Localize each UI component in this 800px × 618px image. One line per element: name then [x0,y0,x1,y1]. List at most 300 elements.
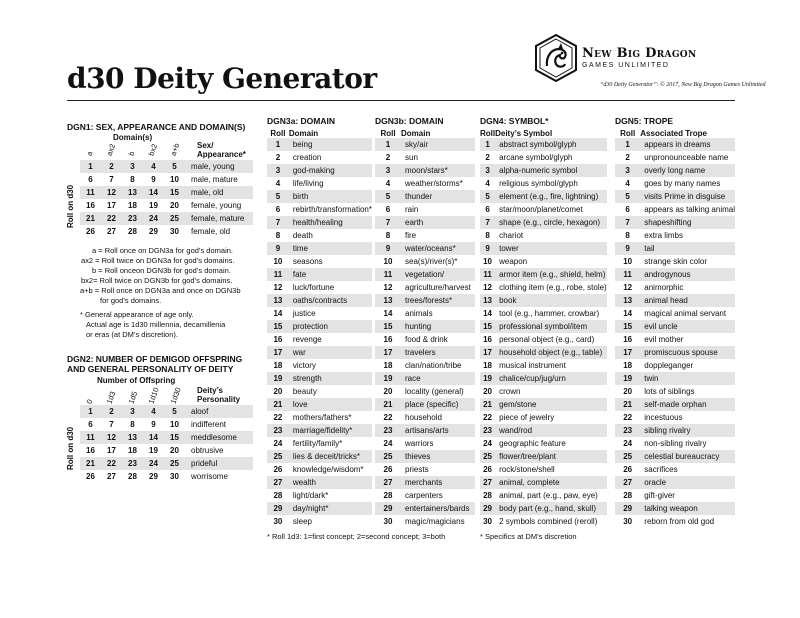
result-cell: gift-giver [644,491,675,500]
table-row [615,281,735,294]
dgn1-notes: a = Roll once on DGN3a for god’s domain. ax2 = Roll twice on DGN3a for god’s domains. b = Roll onceon DGN3b for god’s domain. bx2= Roll twice on DGN3b for god’s domains. a+b = Roll once on DGN3a and once on DGN3b for god’s domains. [80,246,241,305]
table-row [480,190,607,203]
roll-number: 28 [128,227,137,236]
table-row [80,199,253,212]
result-cell: appears as talking animal [644,205,735,214]
result-cell: thieves [401,450,475,463]
roll-number: 23 [615,424,640,437]
dgn3a-title: DGN3a: DOMAIN [267,116,336,126]
result-cell: weapon [499,257,528,266]
result-cell: female, old [191,227,231,236]
table-row [267,385,372,398]
table-row [267,437,372,450]
roll-number: 1 [375,138,401,151]
table-row [615,489,735,502]
result-cell: shape (e.g., circle, hexagon) [495,216,607,229]
roll-number: 21 [80,457,101,470]
roll-number: 12 [101,186,122,199]
result-cell: rebirth/transformation* [292,205,372,214]
result-cell: celestial bureaucracy [640,450,735,463]
table-row [480,177,607,190]
result-cell: aloof [185,405,253,418]
dgn5-section [615,116,735,528]
roll-number: 23 [375,424,401,437]
roll-header: Roll [270,128,286,138]
roll-number: 5 [267,190,289,203]
dgn1-domain-header: Domain(s) [113,133,153,142]
result-cell: twin [640,372,735,385]
trope-header: Associated Trope [640,128,707,138]
result-cell: male, old [185,186,253,199]
roll-number: 3 [615,164,640,177]
table-row [267,359,372,372]
table-row [267,372,372,385]
table-row [80,186,253,199]
roll-number: 25 [164,212,185,225]
roll-number: 27 [107,472,116,481]
result-cell: birth [289,190,372,203]
roll-number: 13 [122,186,143,199]
copyright-notice: “d30 Deity Generator”: © 2017, New Big Dragon Games Unlimited [600,82,766,88]
roll-number: 13 [375,294,401,307]
brand-name: New Big Dragon [582,46,697,61]
table-row [480,398,607,411]
roll-number: 21 [267,398,289,411]
table-row [80,444,253,457]
dgn1-title: DGN1: SEX, APPEARANCE AND DOMAIN(S) [67,122,246,132]
roll-number: 24 [383,439,393,448]
roll-number: 29 [615,502,640,515]
roll-number: 20 [483,387,492,396]
dgn4-footnote: * Specifics at DM’s discretion [480,532,577,541]
roll-number: 27 [107,227,116,236]
result-cell: tail [640,242,735,255]
roll-number: 2 [485,153,490,162]
roll-number: 3 [375,164,401,177]
roll-number: 8 [485,231,490,240]
table-row [267,203,372,216]
roll-number: 11 [615,268,640,281]
roll-number: 4 [385,179,391,188]
table-row [375,151,475,164]
dgn4-section [480,116,605,541]
table-row [480,138,607,151]
table-row [267,450,372,463]
page-title: d30 Deity Generator [67,62,377,95]
roll-number: 9 [480,242,495,255]
roll-number: 15 [164,186,185,199]
roll-number: 17 [107,201,116,210]
result-cell: clan/nation/tribe [405,361,462,370]
table-row [375,138,475,151]
table-row [375,515,475,528]
table-row [267,424,372,437]
result-cell: extra limbs [644,231,683,240]
roll-number: 9 [615,242,640,255]
table-row [375,294,475,307]
table-row [615,151,735,164]
roll-number: 25 [615,450,640,463]
roll-number: 19 [149,446,158,455]
table-row [80,225,253,238]
roll-number: 24 [143,212,164,225]
result-cell: sacrifices [644,465,678,474]
result-cell: household object (e.g., table) [495,346,607,359]
table-row [615,385,735,398]
result-cell: sleep [292,517,312,526]
table-row [80,457,253,470]
table-row [375,242,475,255]
roll-number: 22 [101,457,122,470]
result-cell: oracle [640,476,735,489]
roll-number: 5 [480,190,495,203]
dgn3b-table [375,128,475,528]
roll-number: 5 [164,405,185,418]
result-cell: evil mother [644,335,684,344]
roll-number: 23 [267,424,289,437]
result-cell: life/living [292,179,324,188]
roll-number: 7 [615,216,640,229]
table-row [375,333,475,346]
table-row [375,320,475,333]
roll-number: 30 [383,517,393,526]
table-row [480,229,607,242]
result-cell: moon/stars* [401,164,475,177]
roll-number: 10 [273,257,283,266]
roll-number: 18 [623,361,633,370]
table-row [615,411,735,424]
table-row [267,476,372,489]
roll-number: 24 [483,439,492,448]
table-row [480,411,607,424]
table-row [267,320,372,333]
roll-number: 9 [375,242,401,255]
result-cell: creation [292,153,322,162]
table-row [375,372,475,385]
result-cell: animorphic [644,283,684,292]
roll-number: 2 [625,153,630,162]
dgn2-col-head: 0 [84,398,95,405]
result-cell: locality (general) [405,387,464,396]
table-row [615,229,735,242]
roll-number: 2 [275,153,281,162]
roll-number: 30 [170,472,179,481]
roll-number: 16 [623,335,633,344]
roll-number: 27 [375,476,401,489]
dgn1-result-header: Sex/ Appearance* [197,141,246,159]
roll-number: 14 [483,309,492,318]
roll-number: 16 [273,335,283,344]
result-cell: non-sibling rivalry [644,439,707,448]
dgn1-col-head: b [126,150,137,157]
roll-number: 18 [383,361,393,370]
roll-number: 30 [170,227,179,236]
table-row [480,463,607,476]
result-cell: 2 symbols combined (reroll) [499,517,598,526]
dgn1-col-head: ax2 [104,142,118,157]
result-cell: personal object (e.g., card) [499,335,595,344]
roll-number: 19 [615,372,640,385]
roll-number: 20 [170,446,179,455]
result-cell: carpenters [405,491,443,500]
table-row [375,216,475,229]
table-row [615,333,735,346]
dragon-logo-icon [534,34,578,82]
table-row [375,203,475,216]
table-row [480,424,607,437]
result-cell: artisans/arts [401,424,475,437]
result-cell: tool (e.g., hammer, crowbar) [499,309,600,318]
result-cell: indifferent [191,420,226,429]
result-cell: trees/forests* [401,294,475,307]
roll-number: 12 [383,283,393,292]
result-cell: health/healing [289,216,372,229]
table-row [375,164,475,177]
roll-number: 10 [170,175,179,184]
roll-number: 1 [80,160,101,173]
result-cell: fate [289,268,372,281]
roll-number: 12 [623,283,633,292]
result-cell: warriors [405,439,434,448]
roll-number: 6 [485,205,490,214]
result-cell: goes by many names [644,179,721,188]
roll-number: 8 [130,175,135,184]
table-row [615,177,735,190]
domain-header: Domain [401,128,431,138]
table-row [480,450,607,463]
result-cell: war [289,346,372,359]
result-cell: food & drink [405,335,448,344]
result-cell: household [405,413,442,422]
table-row [267,515,372,528]
result-cell: religious symbol/glyph [499,179,578,188]
result-cell: reborn from old god [644,517,715,526]
roll-number: 1 [80,405,101,418]
table-row [615,164,735,177]
table-row [480,333,607,346]
roll-number: 2 [101,160,122,173]
table-row [80,405,253,418]
roll-number: 27 [480,476,495,489]
roll-number: 14 [623,309,633,318]
roll-number: 9 [151,420,156,429]
result-cell: animal head [640,294,735,307]
dgn3b-section [375,116,475,528]
roll-number: 3 [480,164,495,177]
table-row [480,476,607,489]
result-cell: victory [292,361,316,370]
result-cell: male, mature [191,175,238,184]
result-cell: entertainers/bards [401,502,475,515]
result-cell: sun [405,153,418,162]
result-cell: animal, complete [495,476,607,489]
table-row [267,138,372,151]
result-cell: crown [499,387,521,396]
roll-number: 25 [164,457,185,470]
result-cell: body part (e.g., hand, skull) [495,502,607,515]
dgn4-title: DGN4: SYMBOL* [480,116,549,126]
roll-number: 22 [483,413,492,422]
roll-number: 29 [375,502,401,515]
result-cell: luck/fortune [292,283,335,292]
result-cell: hunting [401,320,475,333]
roll-number: 17 [480,346,495,359]
dgn2-table [80,405,253,483]
roll-number: 30 [483,517,492,526]
roll-number: 16 [86,446,95,455]
roll-number: 26 [86,472,95,481]
result-cell: time [289,242,372,255]
result-cell: self-made orphan [640,398,735,411]
roll-number: 18 [128,446,137,455]
roll-number: 10 [483,257,492,266]
dgn1-col-head: a+b [168,141,182,157]
roll-number: 19 [149,201,158,210]
result-cell: obtrusive [191,446,224,455]
roll-number: 7 [480,216,495,229]
table-row [480,515,607,528]
roll-number: 27 [267,476,289,489]
table-row [80,160,253,173]
table-row [615,502,735,515]
roll-number: 13 [122,431,143,444]
dgn5-table [615,128,735,528]
table-row [615,515,735,528]
result-cell: wealth [289,476,372,489]
roll-number: 5 [615,190,640,203]
roll-number: 25 [480,450,495,463]
table-row [480,437,607,450]
roll-number: 2 [101,405,122,418]
table-row [375,229,475,242]
result-cell: rain [405,205,419,214]
roll-number: 7 [375,216,401,229]
roll-number: 4 [143,405,164,418]
table-row [267,164,372,177]
result-cell: light/dark* [292,491,329,500]
roll-number: 22 [623,413,633,422]
roll-number: 2 [385,153,391,162]
table-row [375,424,475,437]
roll-number: 9 [151,175,156,184]
table-row [615,346,735,359]
roll-header: Roll [380,128,396,138]
table-row [375,359,475,372]
roll-number: 5 [375,190,401,203]
roll-number: 11 [480,268,495,281]
table-row [267,346,372,359]
table-row [267,463,372,476]
result-cell: seasons [292,257,323,266]
result-cell: wand/rod [495,424,607,437]
roll-number: 11 [80,186,101,199]
table-row [615,463,735,476]
roll-number: 1 [480,138,495,151]
table-row [480,489,607,502]
domain-header: Domain [288,128,319,138]
roll-number: 23 [122,457,143,470]
result-cell: magical animal servant [644,309,727,318]
roll-number: 29 [480,502,495,515]
result-cell: appears in dreams [640,138,735,151]
roll-number: 13 [615,294,640,307]
result-cell: chalice/cup/jug/urn [495,372,607,385]
dgn1-asterisk-notes: * General appearance of age only. Actual age is 1d30 millennia, decamillenia or eras (at DM’s discretion). [80,310,226,339]
table-row [615,307,735,320]
dgn5-title: DGN5: TROPE [615,116,674,126]
result-cell: fire [405,231,417,240]
result-cell: abstract symbol/glyph [495,138,607,151]
result-cell: androgynous [640,268,735,281]
result-cell: promiscuous spouse [640,346,735,359]
result-cell: talking weapon [640,502,735,515]
roll-number: 24 [143,457,164,470]
roll-number: 24 [273,439,283,448]
roll-number: 17 [375,346,401,359]
table-row [480,281,607,294]
table-row [375,268,475,281]
result-cell: female, mature [185,212,253,225]
table-row [615,437,735,450]
table-row [480,372,607,385]
result-cell: god-making [289,164,372,177]
table-row [267,268,372,281]
roll-number: 1 [267,138,289,151]
roll-number: 14 [143,431,164,444]
roll-number: 9 [267,242,289,255]
table-row [267,294,372,307]
result-cell: weather/storms* [405,179,463,188]
table-row [480,203,607,216]
table-row [80,212,253,225]
table-row [480,359,607,372]
roll-number: 8 [130,420,135,429]
result-cell: visits Prime in disguise [640,190,735,203]
result-cell: element (e.g., fire, lightning) [495,190,607,203]
result-cell: doppleganger [644,361,694,370]
roll-number: 1 [615,138,640,151]
roll-number: 6 [88,420,93,429]
result-cell: lots of siblings [644,387,695,396]
roll-number: 15 [480,320,495,333]
table-row [267,229,372,242]
result-cell: overly long name [640,164,735,177]
dgn2-offspring-header: Number of Offspring [97,376,176,385]
result-cell: oaths/contracts [289,294,372,307]
roll-header: Roll [620,128,636,138]
roll-number: 13 [480,294,495,307]
roll-number: 20 [170,201,179,210]
table-row [80,431,253,444]
table-row [480,320,607,333]
table-row [480,268,607,281]
result-cell: lies & deceit/tricks* [289,450,372,463]
roll-number: 8 [385,231,391,240]
roll-number: 7 [109,420,114,429]
table-row [480,151,607,164]
result-cell: death [292,231,313,240]
roll-number: 6 [625,205,630,214]
roll-number: 14 [383,309,393,318]
result-cell: day/night* [289,502,372,515]
table-row [375,190,475,203]
result-cell: alpha-numeric symbol [495,164,607,177]
table-row [80,470,253,483]
roll-number: 10 [383,257,393,266]
roll-number: 28 [483,491,492,500]
roll-number: 6 [385,205,391,214]
result-cell: incestuous [644,413,683,422]
